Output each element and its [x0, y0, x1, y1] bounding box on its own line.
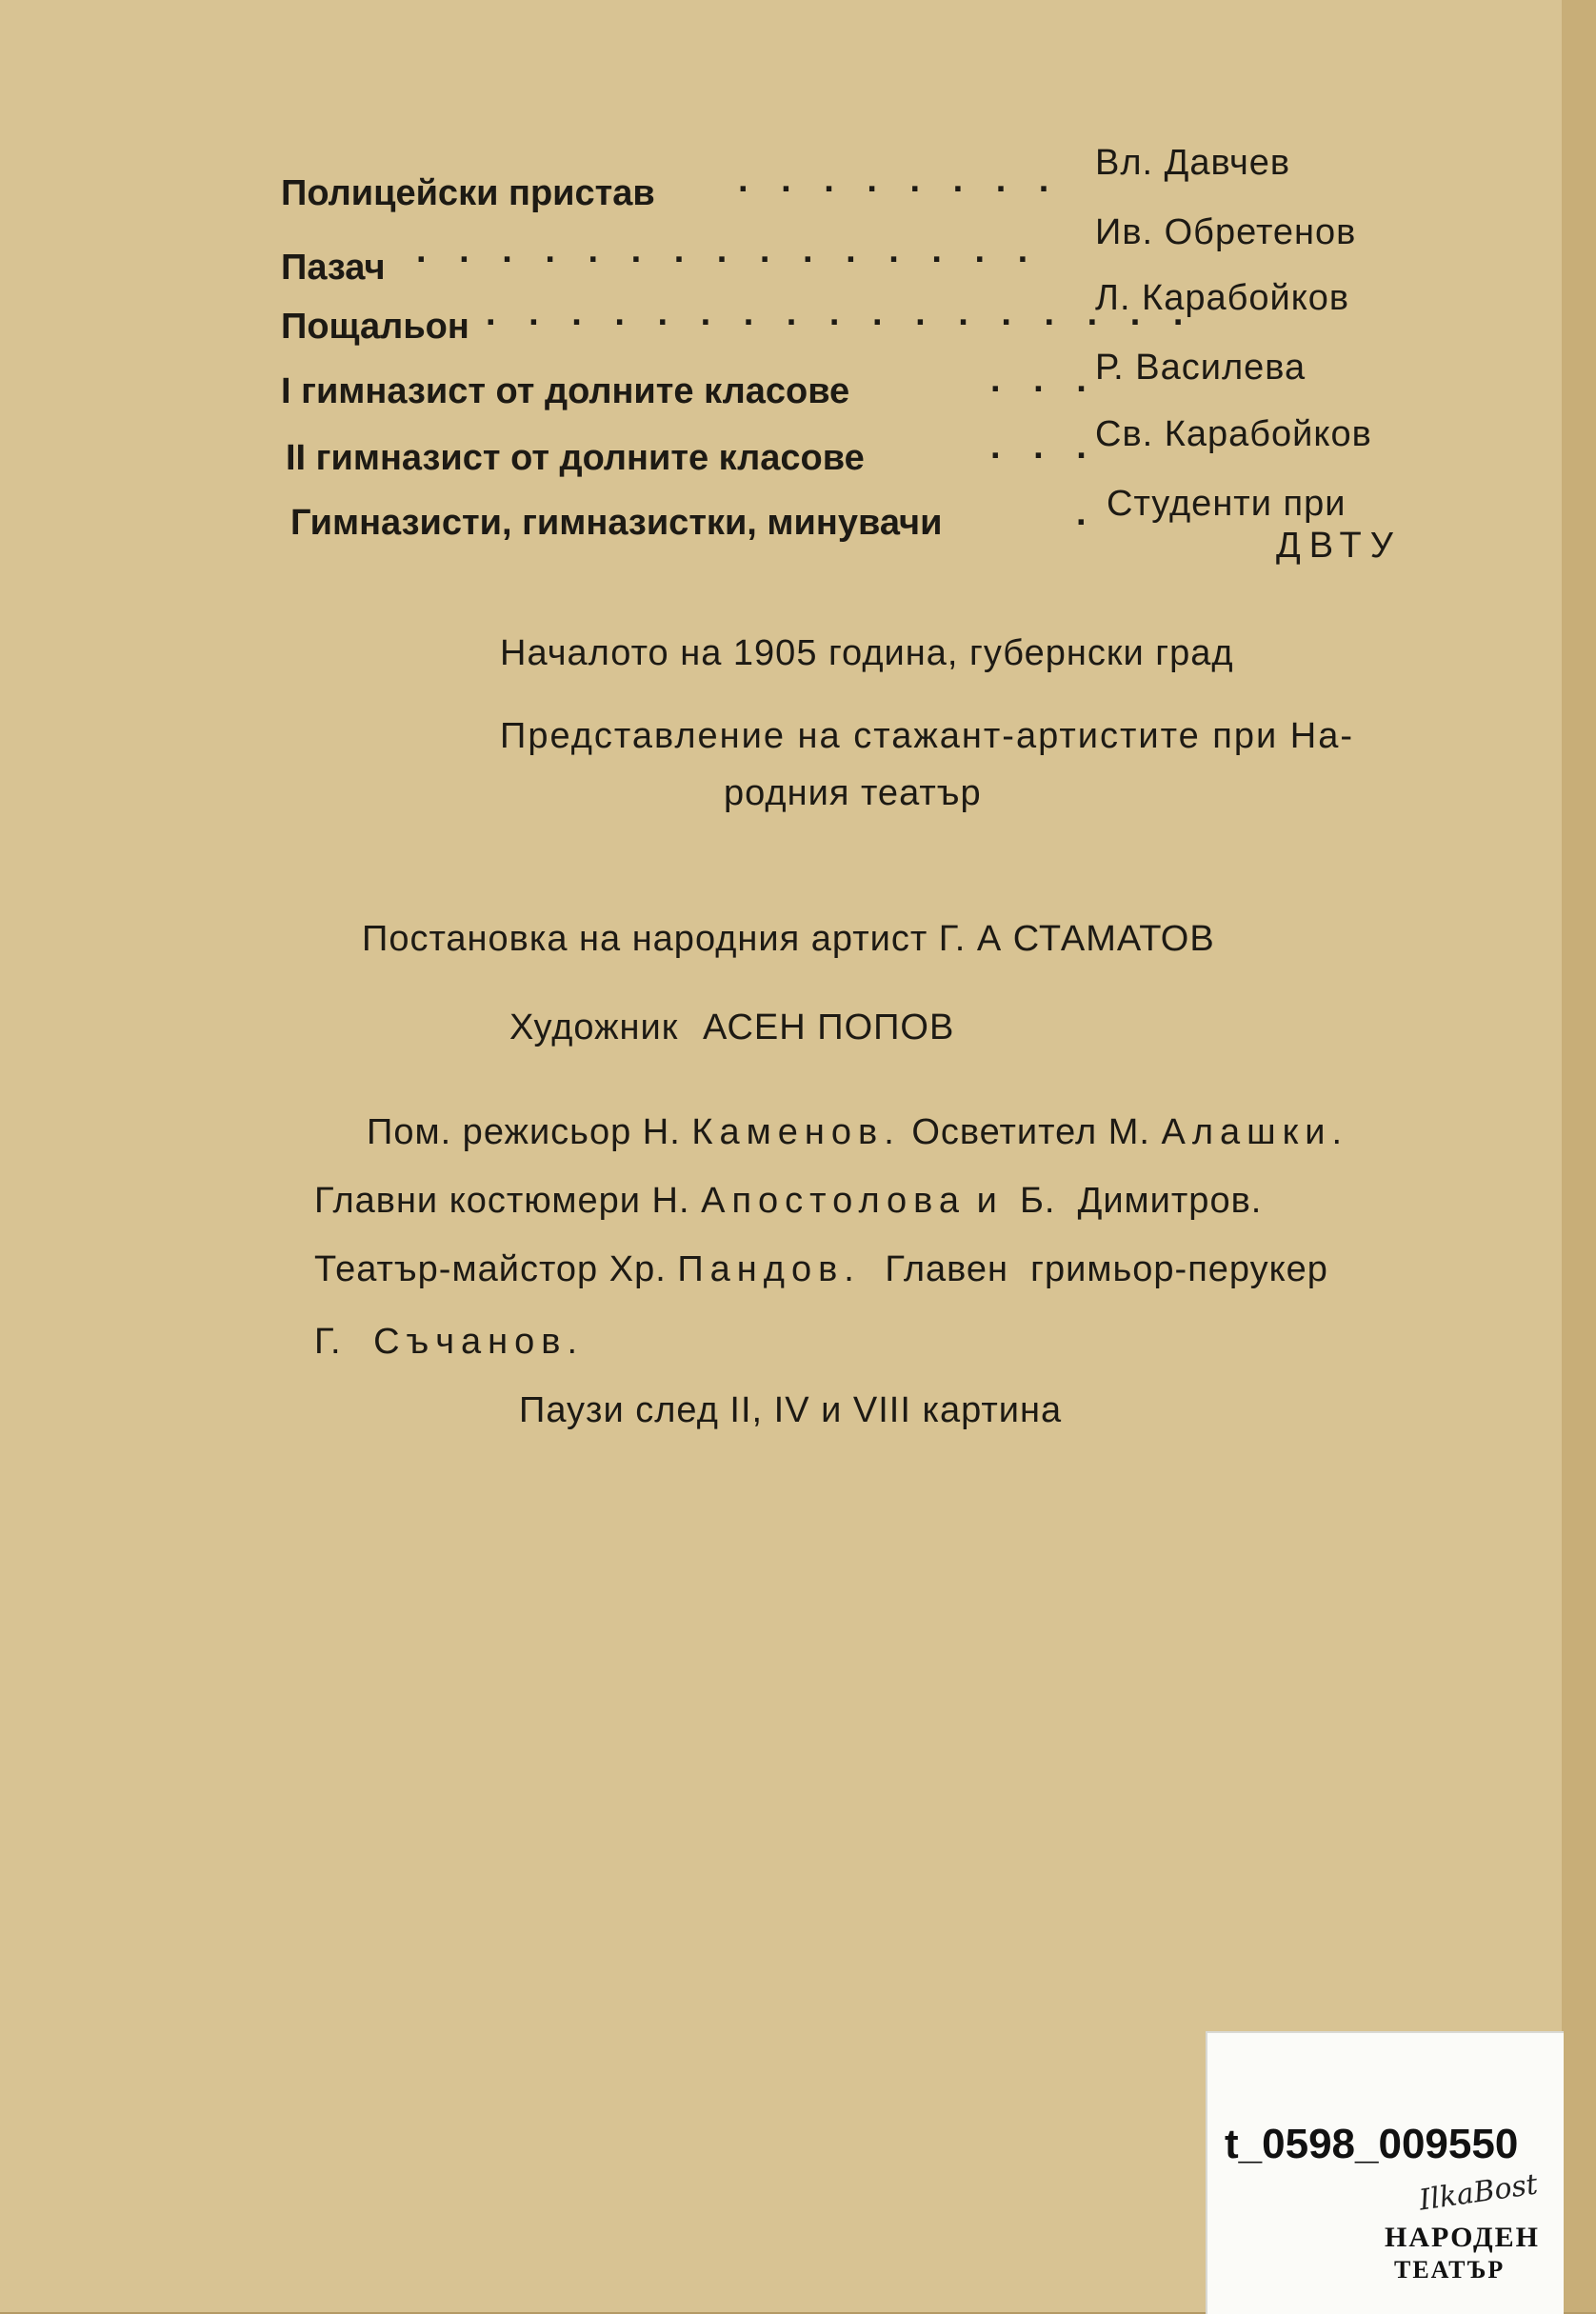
- cast-role: I гимназист от долните класове: [281, 371, 850, 411]
- cast-dots: . . .: [990, 360, 1098, 400]
- page-edge: [1562, 0, 1596, 2312]
- crew-text: Пом. режисьор Н.: [367, 1112, 681, 1152]
- theatre-logo-signature: IlkaBost: [1417, 2167, 1540, 2218]
- cast-role: Пощальон: [281, 307, 469, 347]
- artist-name: АСЕН ПОПОВ: [702, 1007, 955, 1047]
- crew-text: Главен гримьор-перукер: [885, 1249, 1328, 1289]
- crew-line: [314, 1181, 1262, 1222]
- cast-dots: . . . . . . . . . . . . . . . . .: [486, 293, 1195, 333]
- artist-credit: [509, 1007, 954, 1048]
- cast-actor: Вл. Давчев: [1095, 143, 1291, 183]
- cast-actor-continued: ДВТУ: [1276, 526, 1402, 566]
- cast-dots: .: [1076, 493, 1098, 533]
- theatre-logo-line: ТЕАТЪР: [1394, 2256, 1506, 2284]
- setting-text: Началото на 1905 година, губернски град: [500, 633, 1234, 673]
- crew-line: [367, 1112, 1348, 1153]
- director-credit: Постановка на народния артист Г. А СТАМАТОВ: [362, 919, 1215, 959]
- cast-role: Полицейски пристав: [281, 173, 655, 213]
- cast-actor: Ив. Обретенов: [1095, 212, 1357, 252]
- cast-role: II гимназист от долните класове: [286, 438, 865, 478]
- crew-name-spaced: Алашки.: [1161, 1112, 1349, 1152]
- cast-actor: Св. Карабойков: [1095, 414, 1372, 454]
- crew-line: [314, 1249, 1328, 1290]
- archive-stamp: [1206, 2031, 1564, 2314]
- presentation-line: родния театър: [724, 773, 982, 813]
- cast-dots: . . . . . . . .: [738, 160, 1061, 200]
- cast-dots: . . .: [990, 427, 1098, 467]
- theatre-logo-line: НАРОДЕН: [1385, 2222, 1540, 2253]
- cast-actor: Студенти при: [1107, 484, 1347, 524]
- crew-name-spaced: Пандов.: [677, 1249, 861, 1289]
- crew-name-spaced: Каменов.: [691, 1112, 901, 1152]
- pauses-note: Паузи след II, IV и VIII картина: [519, 1390, 1063, 1430]
- crew-name-spaced: Съчанов.: [373, 1322, 585, 1362]
- cast-actor: Л. Карабойков: [1095, 278, 1350, 318]
- artist-label: Художник: [509, 1007, 679, 1047]
- presentation-line: Представление на стажант-артистите при На-: [500, 716, 1355, 756]
- crew-text: Г.: [314, 1322, 342, 1362]
- cast-actor: Р. Василева: [1095, 348, 1307, 388]
- cast-role: Пазач: [281, 248, 386, 288]
- crew-name-spaced: Апостолова: [701, 1181, 967, 1221]
- cast-dots: . . . . . . . . . . . . . . .: [416, 230, 1040, 270]
- crew-text: Театър-майстор Хр.: [314, 1249, 667, 1289]
- archive-id: t_0598_009550: [1225, 2121, 1519, 2167]
- crew-line: [314, 1322, 584, 1363]
- crew-text: и Б. Димитров.: [976, 1181, 1263, 1221]
- crew-text: Осветител М.: [911, 1112, 1150, 1152]
- cast-role: Гимназисти, гимназистки, минувачи: [290, 503, 943, 543]
- crew-text: Главни костюмери Н.: [314, 1181, 690, 1221]
